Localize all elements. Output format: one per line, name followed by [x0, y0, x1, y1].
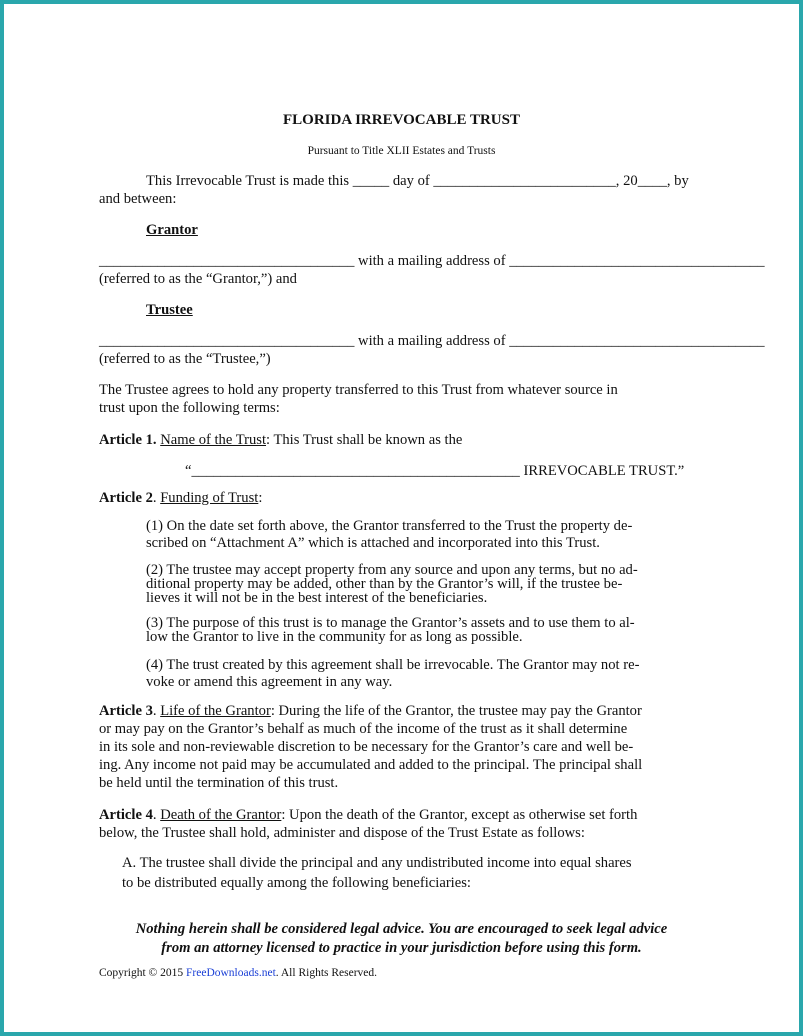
article-4-line-1 — [99, 806, 637, 824]
article-3-text-1: : During the life of the Grantor, the trustee may pay the Grantor — [270, 703, 642, 719]
agreement-line-2: trust upon the following terms: — [99, 400, 280, 416]
article-4-sep: . — [152, 807, 161, 823]
article-2-p4-b: voke or amend this agreement in any way. — [146, 674, 393, 690]
trustee-referred: (referred to as the “Trustee,”) — [99, 351, 271, 367]
article-2-p4-a: (4) The trust created by this agreement shall be irrevocable. The Grantor may not re- — [146, 657, 640, 673]
article-4-heading: Death of the Grantor — [160, 807, 282, 823]
article-2-p1-a: (1) On the date set forth above, the Grantor transferred to the Trust the property de- — [146, 518, 633, 534]
article-4-label: Article 4 — [99, 807, 153, 823]
article-1-text: : This Trust shall be known as the — [266, 432, 463, 448]
article-3-sep: . — [152, 703, 161, 719]
article-2-colon: : — [258, 490, 263, 506]
article-1-label: Article 1. — [99, 432, 157, 448]
article-4-line-2: below, the Trustee shall hold, administer and dispose of the Trust Estate as follows: — [99, 825, 585, 841]
article-2-p2-b: ditional property may be added, other than by the Grantor’s will, if the trustee be- — [146, 576, 623, 592]
article-2-p1-b: scribed on “Attachment A” which is attached and incorporated into this Trust. — [146, 535, 600, 551]
article-4-item-a-2: to be distributed equally among the following beneficiaries: — [122, 875, 471, 891]
article-2-p3-b: low the Grantor to live in the community for as long as possible. — [146, 629, 523, 645]
article-2-p2-c: lieves it will not be in the best interest of the beneficiaries. — [146, 590, 488, 606]
article-1-heading: Name of the Trust — [160, 432, 267, 448]
trustee-heading: Trustee — [146, 302, 193, 318]
article-2-label: Article 2 — [99, 490, 153, 506]
agreement-line-1: The Trustee agrees to hold any property transferred to this Trust from whatever source in — [99, 382, 618, 398]
copyright-link[interactable]: FreeDownloads.net — [186, 967, 276, 979]
trust-name-line: “_____________________________________________ IRREVOCABLE TRUST.” — [185, 463, 685, 479]
article-2-sep: . — [152, 490, 161, 506]
article-3-label: Article 3 — [99, 703, 153, 719]
article-3-line-3: in its sole and non-reviewable discretion to be necessary for the Grantor’s care and well be- — [99, 739, 634, 755]
article-2 — [99, 489, 262, 507]
grantor-heading: Grantor — [146, 222, 198, 238]
article-3-line-2: or may pay on the Grantor’s behalf as much of the income of the trust as it shall determine — [99, 721, 628, 737]
article-3-line-1 — [99, 702, 642, 720]
grantor-fill-line: ___________________________________ with a mailing address of ___________________________________ — [99, 253, 765, 269]
intro-line-1: This Irrevocable Trust is made this _____ day of _________________________, 20____, by — [146, 173, 689, 189]
trustee-fill-line: ___________________________________ with a mailing address of ___________________________________ — [99, 333, 765, 349]
disclaimer-line-1: Nothing herein shall be considered legal advice. You are encouraged to seek legal advice — [135, 921, 668, 937]
article-1 — [99, 431, 462, 449]
article-3-heading: Life of the Grantor — [160, 703, 271, 719]
disclaimer-line-2: from an attorney licensed to practice in your jurisdiction before using this form. — [161, 940, 642, 956]
article-2-p2-a: (2) The trustee may accept property from any source and upon any terms, but no ad- — [146, 562, 638, 578]
article-2-heading: Funding of Trust — [160, 490, 259, 506]
copyright-suffix: . All Rights Reserved. — [275, 967, 378, 979]
article-4-text-1: : Upon the death of the Grantor, except as otherwise set forth — [281, 807, 638, 823]
document-subtitle: Pursuant to Title XLII Estates and Trusts — [307, 145, 496, 157]
article-3-line-5: be held until the termination of this trust. — [99, 775, 339, 791]
article-3-line-4: ing. Any income not paid may be accumulated and added to the principal. The principal shall — [99, 757, 643, 773]
document-title: FLORIDA IRREVOCABLE TRUST — [283, 112, 520, 128]
article-4-item-a-1: A. The trustee shall divide the principal and any undistributed income into equal shares — [122, 855, 632, 871]
grantor-referred: (referred to as the “Grantor,”) and — [99, 271, 297, 287]
copyright-prefix: Copyright © 2015 — [99, 967, 187, 979]
intro-line-2: and between: — [99, 191, 177, 207]
article-2-p3-a: (3) The purpose of this trust is to manage the Grantor’s assets and to use them to al- — [146, 615, 635, 631]
copyright — [99, 967, 377, 979]
